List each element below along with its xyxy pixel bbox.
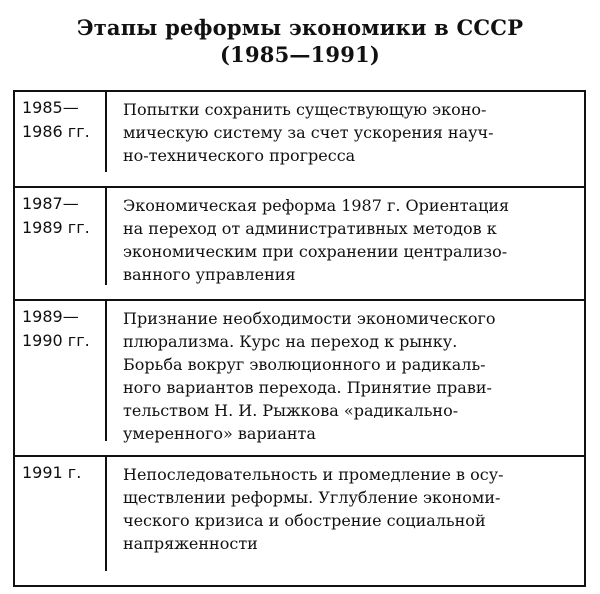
- column-divider: [105, 188, 107, 285]
- title-line: Этапы реформы экономики в СССР: [76, 15, 524, 40]
- description-line: ческого кризиса и обострение социальной: [123, 511, 486, 530]
- description-line: умеренного» варианта: [123, 424, 316, 443]
- period-cell: [15, 188, 102, 299]
- period-line: 1991 г.: [22, 463, 82, 482]
- description-line: ного вариантов перехода. Принятие прави-: [123, 378, 492, 397]
- description-line: ванного управления: [123, 265, 296, 284]
- period-line: 1989 гг.: [22, 218, 90, 237]
- column-divider: [105, 457, 107, 571]
- description-line: тельством Н. И. Рыжкова «радикально-: [123, 401, 459, 420]
- reform-stages-table: [13, 90, 586, 587]
- period-cell: [15, 457, 102, 585]
- description-line: на переход от административных методов к: [123, 219, 497, 238]
- page-title: [0, 14, 600, 68]
- column-divider: [105, 301, 107, 441]
- description-cell: [117, 92, 584, 186]
- column-divider: [105, 92, 107, 172]
- period-cell: [15, 301, 102, 455]
- period-line: 1987—: [22, 194, 79, 213]
- description-line: Борьба вокруг эволюционного и радикаль-: [123, 355, 486, 374]
- description-line: Непоследовательность и промедление в осу-: [123, 465, 504, 484]
- description-cell: [117, 188, 584, 299]
- title-years: (1985—1991): [220, 42, 380, 67]
- period-line: 1986 гг.: [22, 122, 90, 141]
- description-line: но-технического прогресса: [123, 146, 356, 165]
- period-line: 1985—: [22, 98, 79, 117]
- description-line: Попытки сохранить существующую эконо-: [123, 100, 487, 119]
- period-line: 1989—: [22, 307, 79, 326]
- table-row: [15, 457, 584, 587]
- table-row: [15, 92, 584, 188]
- period-cell: [15, 92, 102, 186]
- description-line: Признание необходимости экономического: [123, 309, 496, 328]
- description-line: плюрализма. Курс на переход к рынку.: [123, 332, 458, 351]
- description-cell: [117, 301, 584, 455]
- table-row: [15, 188, 584, 301]
- description-line: экономическим при сохранении централизо-: [123, 242, 508, 261]
- period-line: 1990 гг.: [22, 331, 90, 350]
- description-line: Экономическая реформа 1987 г. Ориентация: [123, 196, 510, 215]
- description-cell: [117, 457, 584, 585]
- description-line: напряженности: [123, 534, 258, 553]
- description-line: мическую систему за счет ускорения науч-: [123, 123, 494, 142]
- description-line: ществлении реформы. Углубление экономи-: [123, 488, 501, 507]
- table-row: [15, 301, 584, 457]
